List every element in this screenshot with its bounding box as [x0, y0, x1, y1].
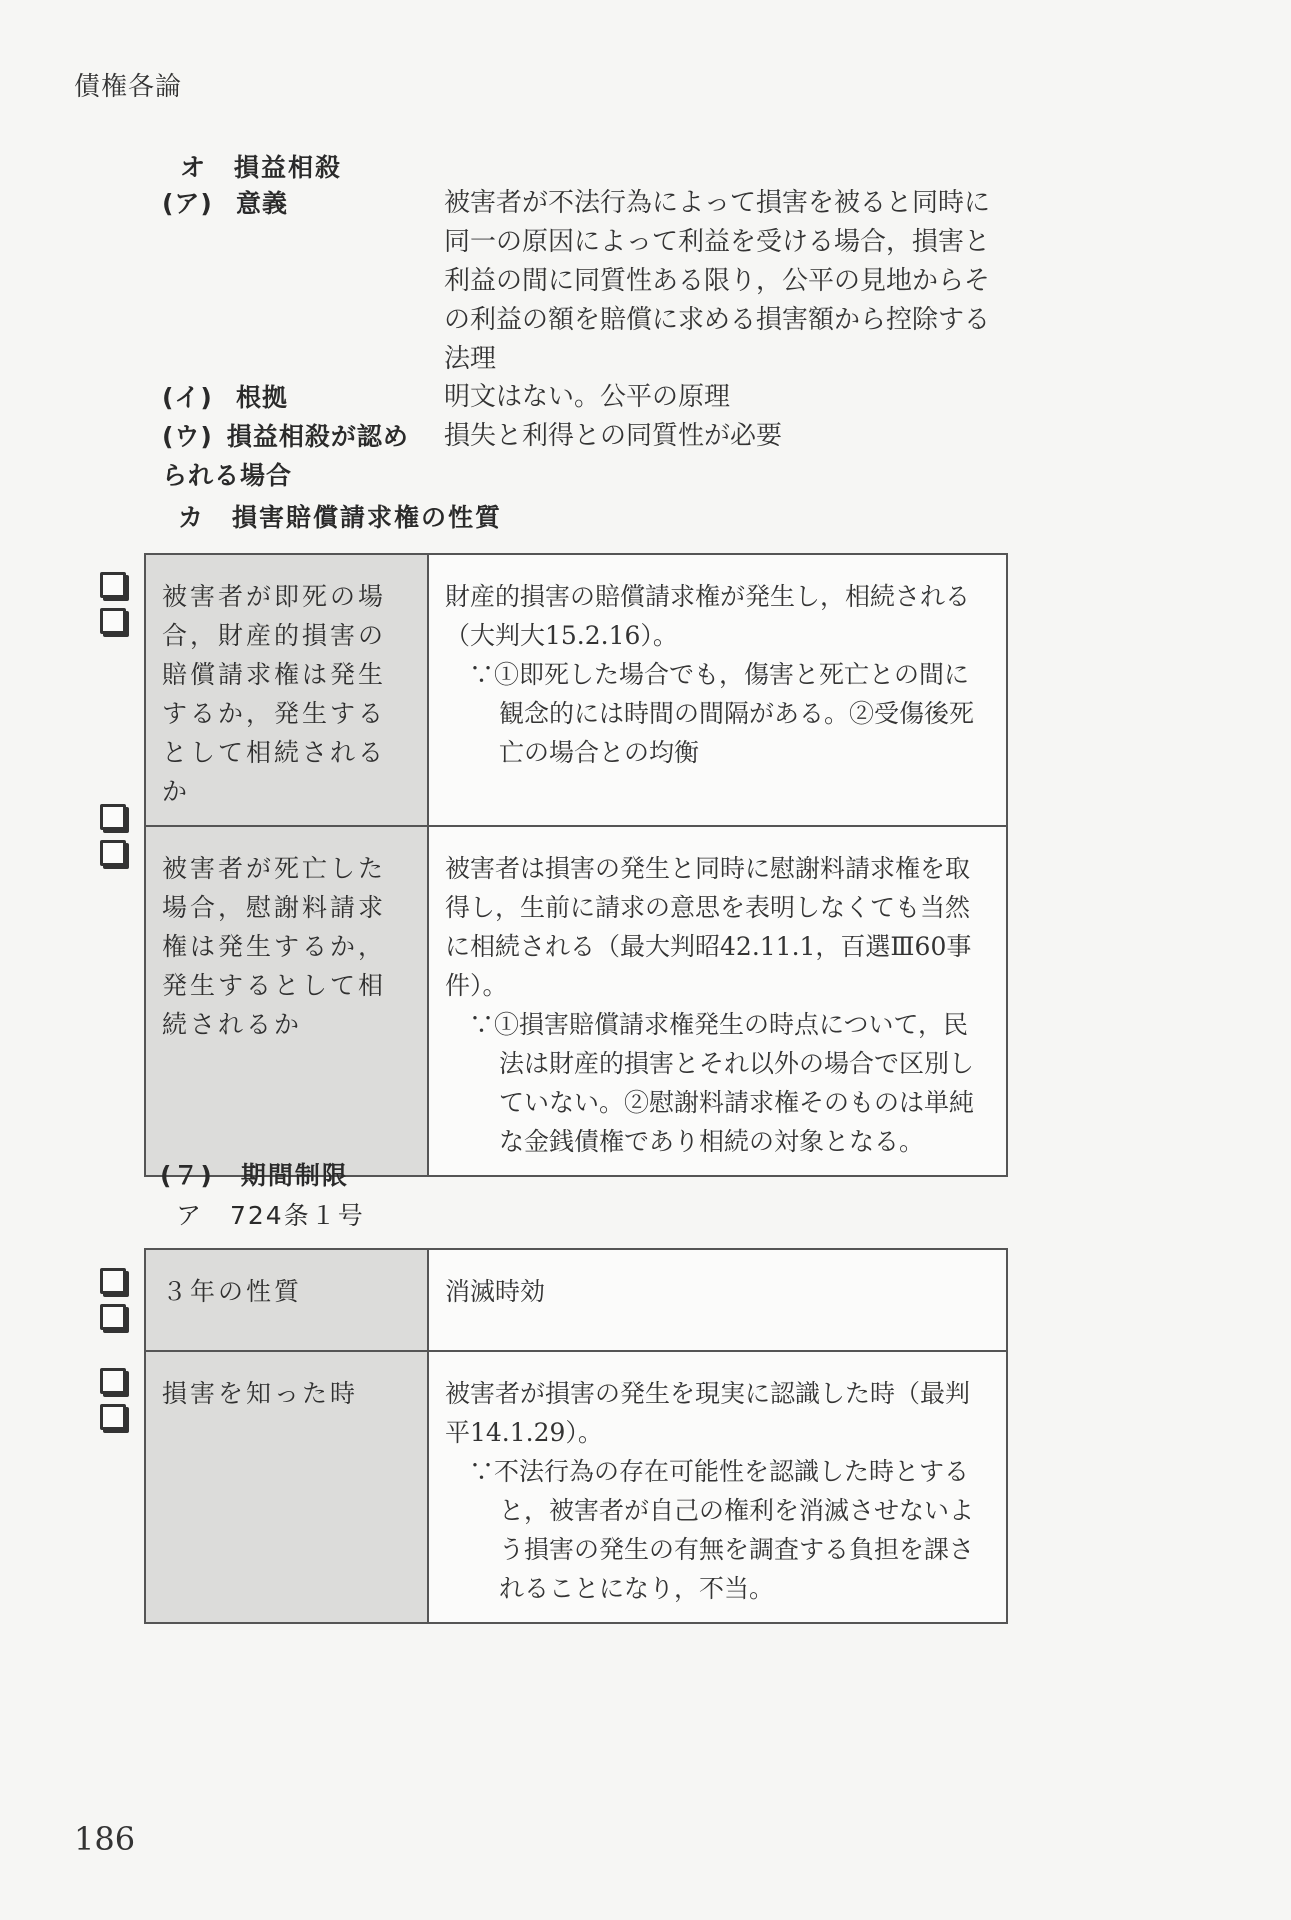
subsection-title-724: ア 724条１号	[176, 1201, 365, 1230]
checkbox[interactable]	[100, 1268, 126, 1294]
item-mark: (ア)	[162, 189, 213, 218]
question-cell: 被害者が即死の場合，財産的損害の賠償請求権は発生するか，発生するとして相続されるか	[145, 554, 428, 826]
answer-text: 被害者は損害の発生と同時に慰謝料請求権を取得し，生前に請求の意思を表明しなくても当然に相続される（最大判昭42.11.1，百選Ⅲ60事件）。	[445, 854, 972, 1000]
table-row	[145, 826, 1007, 1176]
item-body-konkyo: 明文はない。公平の原理	[444, 382, 731, 412]
reason-text: ∵①損害賠償請求権発生の時点について，民法は財産的損害とそれ以外の場合で区別していない。②慰謝料請求権そのものは単純な金銭債権であり相続の対象となる。	[469, 1010, 975, 1156]
section-title-kikan-seigen: (７) 期間制限	[160, 1161, 349, 1190]
qa-table-kikan-seigen	[144, 1248, 1008, 1624]
table-row	[145, 554, 1007, 826]
section-title-seishitsu: カ 損害賠償請求権の性質	[178, 503, 503, 532]
answer-cell	[428, 1351, 1007, 1623]
answer-text: 被害者が損害の発生を現実に認識した時（最判平14.1.29）。	[445, 1379, 971, 1447]
checkbox[interactable]	[100, 840, 126, 866]
checkbox-group[interactable]	[100, 1368, 126, 1440]
answer-cell	[428, 826, 1007, 1176]
answer-text: 財産的損害の賠償請求権が発生し，相続される（大判大15.2.16）。	[445, 582, 971, 650]
question-cell: ３年の性質	[145, 1249, 428, 1351]
qa-table-seishitsu	[144, 553, 1008, 1177]
running-head: 債権各論	[74, 72, 183, 102]
checkbox[interactable]	[100, 1304, 126, 1330]
table-row	[145, 1249, 1007, 1351]
item-label-text: 根拠	[236, 383, 289, 412]
checkbox[interactable]	[100, 572, 126, 598]
item-mark: (ウ)	[162, 422, 213, 451]
answer-cell	[428, 1249, 1007, 1351]
answer-cell	[428, 554, 1007, 826]
question-cell: 損害を知った時	[145, 1351, 428, 1623]
item-label-konkyo	[162, 378, 288, 417]
page-number: 186	[74, 1820, 136, 1858]
checkbox-group[interactable]	[100, 572, 126, 644]
section-title-songai-sousai: オ 損益相殺	[180, 153, 343, 182]
item-body-mitomerareru: 損失と利得との同質性が必要	[444, 421, 783, 451]
question-cell: 被害者が死亡した場合，慰謝料請求権は発生するか，発生するとして相続されるか	[145, 826, 428, 1176]
table-row	[145, 1351, 1007, 1623]
item-label-text: 損益相殺が認められる場合	[162, 422, 409, 490]
checkbox[interactable]	[100, 1368, 126, 1394]
item-body-igi: 被害者が不法行為によって損害を被ると同時に同一の原因によって利益を受ける場合，損害と利益の間に同質性ある限り，公平の見地からその利益の額を賠償に求める損害額から控除する法理	[444, 188, 991, 374]
checkbox[interactable]	[100, 608, 126, 634]
reason-text: ∵①即死した場合でも，傷害と死亡との間に観念的には時間の間隔がある。②受傷後死亡の場合との均衡	[469, 660, 975, 767]
reason-text: ∵不法行為の存在可能性を認識した時とすると，被害者が自己の権利を消滅させないよう損害の発生の有無を調査する負担を課されることになり，不当。	[469, 1457, 975, 1603]
answer-text: 消滅時効	[445, 1277, 546, 1306]
item-label-igi	[162, 184, 288, 223]
item-mark: (イ)	[162, 383, 213, 412]
item-label-mitomerareru	[162, 417, 422, 495]
item-label-text: 意義	[236, 189, 289, 218]
checkbox[interactable]	[100, 804, 126, 830]
checkbox[interactable]	[100, 1404, 126, 1430]
checkbox-group[interactable]	[100, 1268, 126, 1340]
checkbox-group[interactable]	[100, 804, 126, 876]
